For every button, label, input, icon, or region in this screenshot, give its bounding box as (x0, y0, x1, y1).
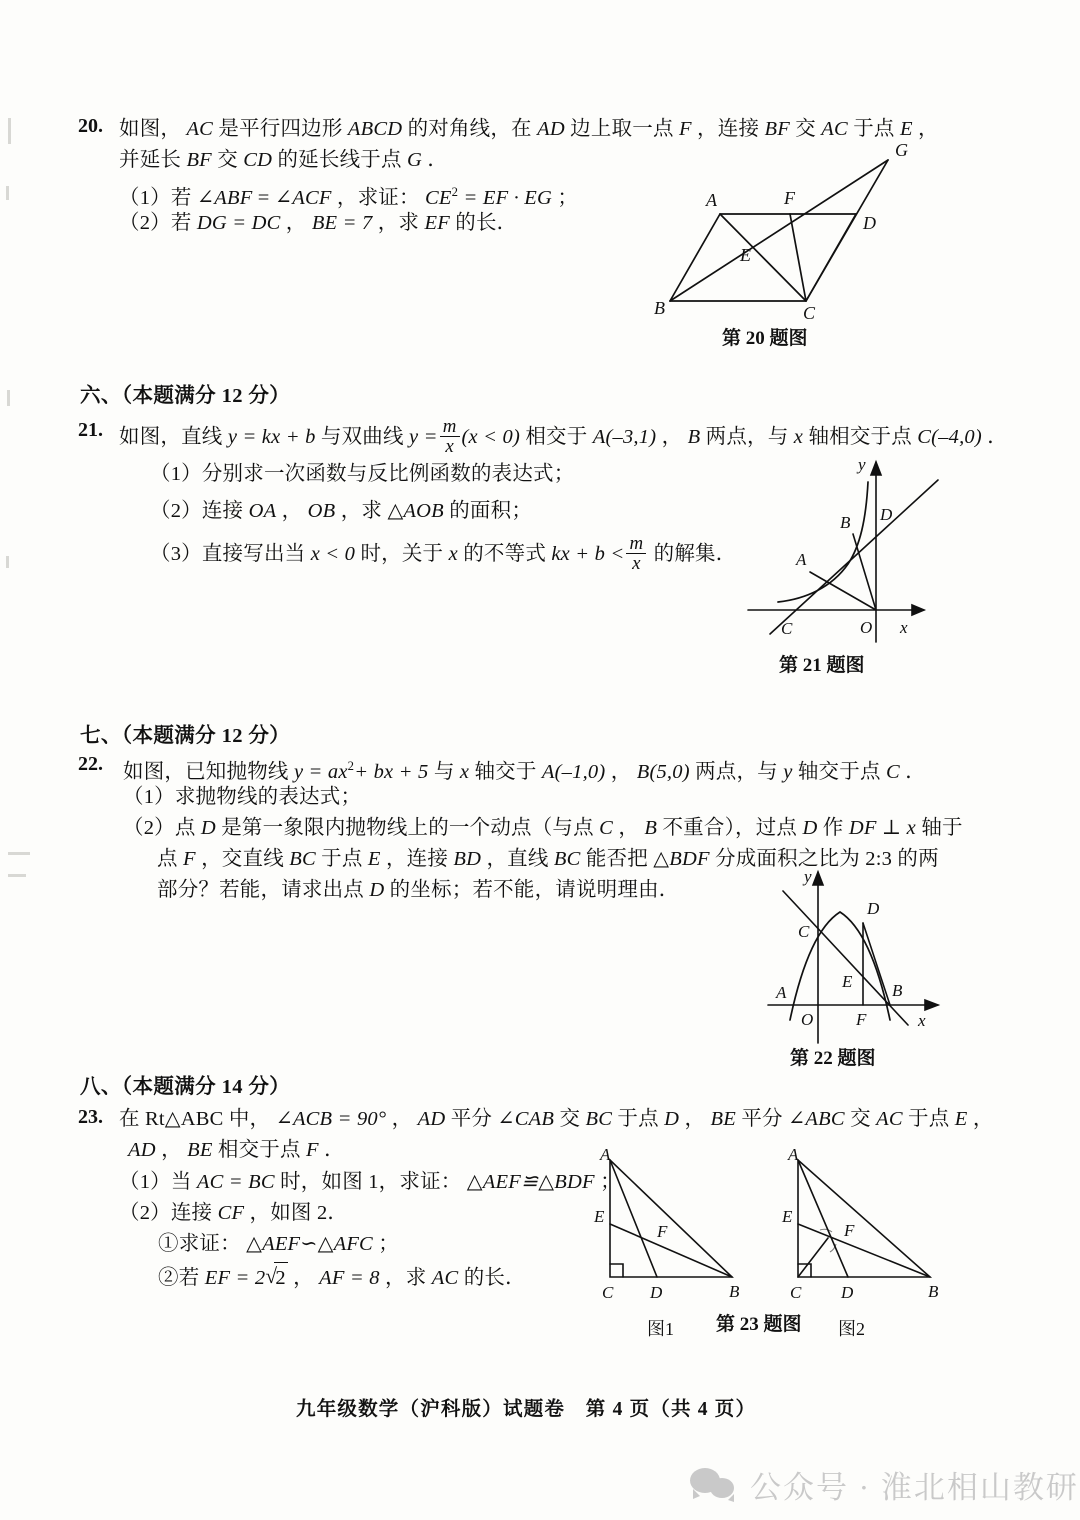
question-20-number: 20. (78, 115, 103, 137)
q23-text: ，求 (385, 1267, 427, 1289)
question-23-subfigure-2-caption: 图2 (838, 1319, 865, 1339)
q21-text: 的不等式 (463, 542, 547, 565)
q23-ac-bc: AC = BC (196, 1171, 275, 1193)
q23-ef-value: EF = 2 (204, 1267, 266, 1289)
q21-point-a: A(–3,1) (592, 425, 657, 448)
q20-text: 是平行四边形 (218, 118, 343, 140)
q20-text: 于点 (853, 118, 895, 140)
q20-text: ，连接 (697, 118, 760, 140)
wechat-icon (690, 1468, 736, 1502)
q21-text: 轴相交于点 (808, 425, 912, 448)
q23-text: （2）连接 (119, 1202, 213, 1224)
fig20-label-D: D (863, 213, 876, 233)
q23-text: 于点 (908, 1108, 950, 1130)
q23-text: 在 Rt△ABC 中， (119, 1108, 271, 1130)
q21-ob: OB (307, 500, 336, 522)
q21-ineq-den: x (632, 553, 641, 575)
q22-x: x (459, 760, 470, 783)
q23-text: 平分 (450, 1108, 493, 1130)
section-six-heading: 六、（本题满分 12 分） (80, 385, 291, 407)
question-21-part-2 (150, 496, 532, 527)
q21-hyp-y: y = (409, 425, 438, 448)
fig20-label-E: E (740, 245, 751, 265)
q21-text: 的解集． (653, 542, 737, 565)
q20-e: E (899, 118, 913, 140)
q20-abcd: ABCD (347, 118, 403, 140)
q22-point-f: F (183, 848, 196, 870)
scan-artifact (7, 390, 10, 406)
q20-ac2: AC (821, 118, 848, 140)
q22-point-d: D (200, 817, 216, 839)
fig21-label-y-axis: y (858, 455, 866, 474)
q22-line-bc2: BC (553, 848, 581, 870)
question-20-part-2 (119, 208, 517, 239)
q21-hyp-cond: (x < 0) (461, 425, 521, 448)
q23-text: 平分 (741, 1108, 783, 1130)
q22-text: 部分？若能，请求出点 (157, 879, 364, 901)
question-21-figure (748, 452, 958, 642)
q20-bf: BF (764, 118, 790, 140)
q20-be-7: BE = 7 (311, 212, 373, 234)
q20-text: ， (918, 118, 939, 140)
fig22-label-O: O (801, 1010, 814, 1029)
q20-angle-abf: ∠ABF (196, 186, 253, 209)
q22-segment-bd: BD (453, 848, 482, 870)
q23-text: ①求证： (158, 1233, 241, 1255)
q23-bc: BC (585, 1108, 613, 1130)
q22-text: ，连接 (385, 848, 449, 870)
q22-text: ， (618, 817, 640, 839)
q22-y: y (783, 760, 793, 783)
q23-be: BE (710, 1108, 736, 1130)
q22-text: 的坐标；若不能，请说明理由． (389, 879, 680, 901)
q20-text: ，求证： (336, 186, 420, 209)
watermark-text: 公众号 · 淮北相山教研 (750, 1470, 1079, 1505)
q20-ef-eg: = EF · EG (463, 186, 553, 209)
fig21-label-D: D (880, 505, 893, 524)
q22-point-e: E (367, 848, 381, 870)
q21-text: 与双曲线 (320, 425, 404, 448)
q22-text: ， (610, 760, 632, 783)
scan-artifact (8, 118, 11, 144)
q22-line-bc: BC (289, 848, 316, 870)
fig22-label-E: E (842, 972, 853, 991)
q22-point-d3: D (369, 879, 385, 901)
q22-text: 作 (822, 817, 844, 839)
q22-triangle-bdf: △BDF (653, 848, 710, 870)
fig23-1-label-B: B (729, 1282, 740, 1301)
q23-ad: AD (417, 1108, 446, 1130)
q21-point-b: B (687, 425, 701, 448)
q20-text: ； (557, 186, 579, 209)
fig21-label-A: A (796, 550, 807, 569)
q21-text: ， (281, 500, 303, 522)
q20-g: G (407, 149, 423, 171)
q23-af-value: AF = 8 (319, 1267, 380, 1289)
question-23-part-2 (119, 1198, 348, 1229)
q20-ad: AD (537, 118, 565, 140)
q23-ad2: AD (128, 1139, 156, 1161)
q20-ce-exponent: 2 (451, 185, 459, 199)
q23-congruent-triangles: △AEF≌△BDF (466, 1171, 595, 1193)
q23-text: ， (684, 1108, 706, 1130)
q22-text: ，交直线 (201, 848, 284, 870)
q23-text: ， (161, 1139, 182, 1161)
q20-text: 并延长 (119, 149, 182, 171)
q22-point-b2: B (644, 817, 658, 839)
q23-text: ； (378, 1233, 399, 1255)
q20-ac: AC (186, 118, 214, 140)
q20-p2-label: （2）若 (119, 212, 192, 234)
question-20-figure (648, 138, 948, 323)
q22-text: 如图，已知抛物线 (123, 760, 289, 783)
q22-text: 的两 (897, 848, 939, 870)
q22-text: ． (905, 760, 926, 783)
fig20-label-G: G (895, 140, 908, 160)
q22-text: ，直线 (486, 848, 549, 870)
q22-text: 轴于 (921, 817, 963, 839)
fig23-2-label-E: E (782, 1207, 793, 1226)
q20-eq: = (257, 186, 270, 209)
scan-artifact (6, 186, 9, 200)
q23-text: ． (324, 1139, 345, 1161)
q20-ce: CE (425, 186, 452, 209)
q20-text: 的长． (455, 212, 518, 234)
q21-x2: x (448, 542, 458, 565)
q23-text: 相交于点 (217, 1139, 301, 1161)
q22-point-b: B(5,0) (636, 760, 690, 783)
fig21-label-B: B (840, 513, 851, 532)
q20-text: 交 (795, 118, 816, 140)
q21-ineq-num: m (626, 534, 646, 554)
q23-point-f: F (306, 1139, 319, 1161)
q21-text: 时，关于 (360, 542, 444, 565)
q20-ef: EF (424, 212, 450, 234)
page-footer: 九年级数学（沪科版）试题卷 第 4 页（共 4 页） (296, 1399, 757, 1420)
question-21-part-3 (150, 534, 736, 573)
q23-text: 交 (559, 1108, 581, 1130)
q22-text: 轴交于 (474, 760, 537, 783)
q21-x-lt-0: x < 0 (310, 542, 356, 565)
section-eight-heading: 八、（本题满分 14 分） (80, 1076, 291, 1098)
q21-inequality-fraction (626, 534, 646, 573)
q21-text: 如图，直线 (119, 425, 223, 448)
q20-bf2: BF (186, 149, 212, 171)
q23-sqrt-radicand: 2 (274, 1262, 287, 1294)
q23-text: 的长． (463, 1267, 526, 1289)
q20-angle-acf: ∠ACF (274, 186, 332, 209)
q21-point-c: C(–4,0) (917, 425, 982, 448)
fig23-2-label-F: F (844, 1221, 855, 1240)
fig22-label-x-axis: x (918, 1011, 926, 1030)
fig23-2-label-C: C (790, 1283, 802, 1302)
fig23-1-label-C: C (602, 1283, 614, 1302)
q20-text: 的延长线于点 (277, 149, 402, 171)
question-22-part-2-line-3 (157, 875, 679, 906)
fig22-label-A: A (776, 983, 787, 1002)
q22-ratio: 2:3 (865, 848, 893, 870)
q21-inequality: kx + b < (551, 542, 625, 565)
q23-sqrt-2 (265, 1262, 287, 1294)
question-22-number: 22. (78, 753, 103, 775)
q22-text: （2）点 (123, 817, 196, 839)
q22-text: 是第一象限内抛物线上的一个动点（与点 (221, 817, 594, 839)
q20-dg-dc: DG = DC (196, 212, 281, 234)
q20-text: 边上取一点 (570, 118, 674, 140)
q20-text: ． (427, 149, 449, 171)
fig22-label-C: C (798, 922, 810, 941)
q22-parabola-eq: y = ax (293, 760, 348, 783)
q23-text: （1）当 (119, 1171, 192, 1193)
q23-text: ； (600, 1171, 621, 1193)
q22-point-c2: C (599, 817, 614, 839)
q23-text: 时，如图 1，求证： (280, 1171, 462, 1193)
q22-point-d2: D (802, 817, 818, 839)
q21-hyperbola-fraction (440, 417, 460, 456)
question-23-figure-1 (592, 1145, 772, 1317)
q23-point-e: E (954, 1108, 968, 1130)
question-23-stem-line-2 (128, 1135, 345, 1166)
q22-text: 两点，与 (695, 760, 778, 783)
q20-p1-label: （1）若 (119, 186, 192, 209)
scan-artifact (6, 556, 9, 568)
q23-cf: CF (217, 1202, 245, 1224)
q22-point-c: C (886, 760, 900, 783)
question-22-figure (768, 868, 973, 1053)
q22-text: 不重合），过点 (662, 817, 798, 839)
q21-text: 的面积； (449, 500, 533, 522)
fig22-label-F: F (856, 1010, 867, 1029)
fig22-label-D: D (867, 899, 880, 918)
q21-text: ． (987, 425, 1008, 448)
scan-artifact (8, 874, 26, 877)
q20-f: F (678, 118, 692, 140)
q23-text: ，如图 2． (249, 1202, 349, 1224)
q20-text: ， (285, 212, 307, 234)
question-23-figure-2 (780, 1145, 960, 1317)
q22-text: 点 (157, 848, 178, 870)
scan-artifact (8, 852, 30, 855)
q21-frac-den: x (445, 436, 454, 458)
q20-cd: CD (243, 149, 273, 171)
q23-ac-length: AC (431, 1267, 459, 1289)
q23-text: 于点 (617, 1108, 659, 1130)
question-20-figure-caption: 第 20 题图 (722, 328, 808, 349)
fig23-1-label-A: A (600, 1145, 611, 1164)
q22-text: 于点 (321, 848, 363, 870)
question-20-stem-line-2 (119, 145, 448, 176)
fig21-label-C: C (781, 619, 793, 638)
question-21-number: 21. (78, 419, 103, 441)
wechat-watermark (690, 1462, 1079, 1507)
q22-text: 与 (433, 760, 455, 783)
q21-text: 两点，与 (705, 425, 789, 448)
q22-text: 能否把 (585, 848, 648, 870)
fig23-2-label-A: A (788, 1145, 799, 1164)
question-23-stem-line-1 (119, 1104, 994, 1135)
fig23-1-label-D: D (650, 1283, 663, 1302)
q22-parabola-eq2: + bx + 5 (354, 760, 429, 783)
fig23-1-label-F: F (657, 1222, 668, 1241)
q23-text: ②若 (158, 1267, 200, 1289)
q20-text: 如图， (119, 118, 182, 140)
q23-text: ， (391, 1108, 413, 1130)
q22-parabola-exponent: 2 (347, 759, 355, 773)
q21-p2-pre: （2）连接 (150, 500, 244, 522)
q22-text: 分成面积之比为 (715, 848, 860, 870)
fig22-label-B: B (892, 981, 903, 1000)
question-23-part-2-item-1 (158, 1229, 399, 1260)
q21-p3-pre: （3）直接写出当 (150, 542, 306, 565)
fig23-1-label-E: E (594, 1207, 605, 1226)
section-seven-heading: 七、（本题满分 12 分） (80, 725, 291, 747)
fig21-label-x-axis: x (900, 618, 908, 637)
q21-line-eq: y = kx + b (227, 425, 316, 448)
q21-triangle-aob: △AOB (387, 500, 444, 522)
fig21-label-O: O (860, 618, 873, 637)
q23-angle-acb: ∠ACB = 90° (275, 1108, 387, 1130)
q23-point-d: D (664, 1108, 680, 1130)
q22-text: 轴交于点 (797, 760, 881, 783)
fig20-label-B: B (654, 298, 665, 318)
q23-angle-cab: ∠CAB (497, 1108, 555, 1130)
fig23-2-label-B: B (928, 1282, 939, 1301)
question-21-figure-caption: 第 21 题图 (779, 655, 865, 676)
question-22-figure-caption: 第 22 题图 (790, 1048, 876, 1069)
question-23-figure-caption: 第 23 题图 (716, 1314, 802, 1335)
question-23-subfigure-1-caption: 图1 (647, 1319, 674, 1339)
question-21-stem (119, 417, 1008, 456)
q21-oa: OA (248, 500, 277, 522)
q23-text: 交 (850, 1108, 871, 1130)
fig20-label-A: A (706, 190, 717, 210)
q20-text: ，求 (377, 212, 420, 234)
fig20-label-C: C (803, 303, 816, 323)
fig22-label-y-axis: y (804, 867, 812, 886)
q21-xaxis: x (793, 425, 804, 448)
question-23-part-1 (119, 1167, 621, 1198)
question-21-part-1: （1）分别求一次函数与反比例函数的表达式； (150, 463, 575, 485)
q21-frac-num: m (440, 417, 460, 437)
q23-text: ， (972, 1108, 994, 1130)
fig23-2-label-D: D (841, 1283, 854, 1302)
q23-ac: AC (876, 1108, 903, 1130)
question-22-part-2-line-1 (123, 813, 963, 844)
question-23-number: 23. (78, 1106, 103, 1128)
q23-angle-abc: ∠ABC (788, 1108, 845, 1130)
q22-point-a: A(–1,0) (541, 760, 606, 783)
q21-text: ， (661, 425, 683, 448)
q20-text: 交 (217, 149, 238, 171)
q21-text: ，求 (340, 500, 383, 522)
q22-df-perp-x: DF ⊥ x (848, 817, 916, 839)
q20-text: 的对角线，在 (407, 118, 532, 140)
question-22-part-1: （1）求抛物线的表达式； (123, 786, 362, 808)
question-23-part-2-item-2 (158, 1262, 526, 1294)
q23-be2: BE (187, 1139, 213, 1161)
q21-text: 相交于 (525, 425, 588, 448)
q23-similar-triangles: △AEF∽△AFC (246, 1233, 373, 1255)
fig20-label-F: F (784, 188, 795, 208)
q23-text: ， (293, 1267, 314, 1289)
